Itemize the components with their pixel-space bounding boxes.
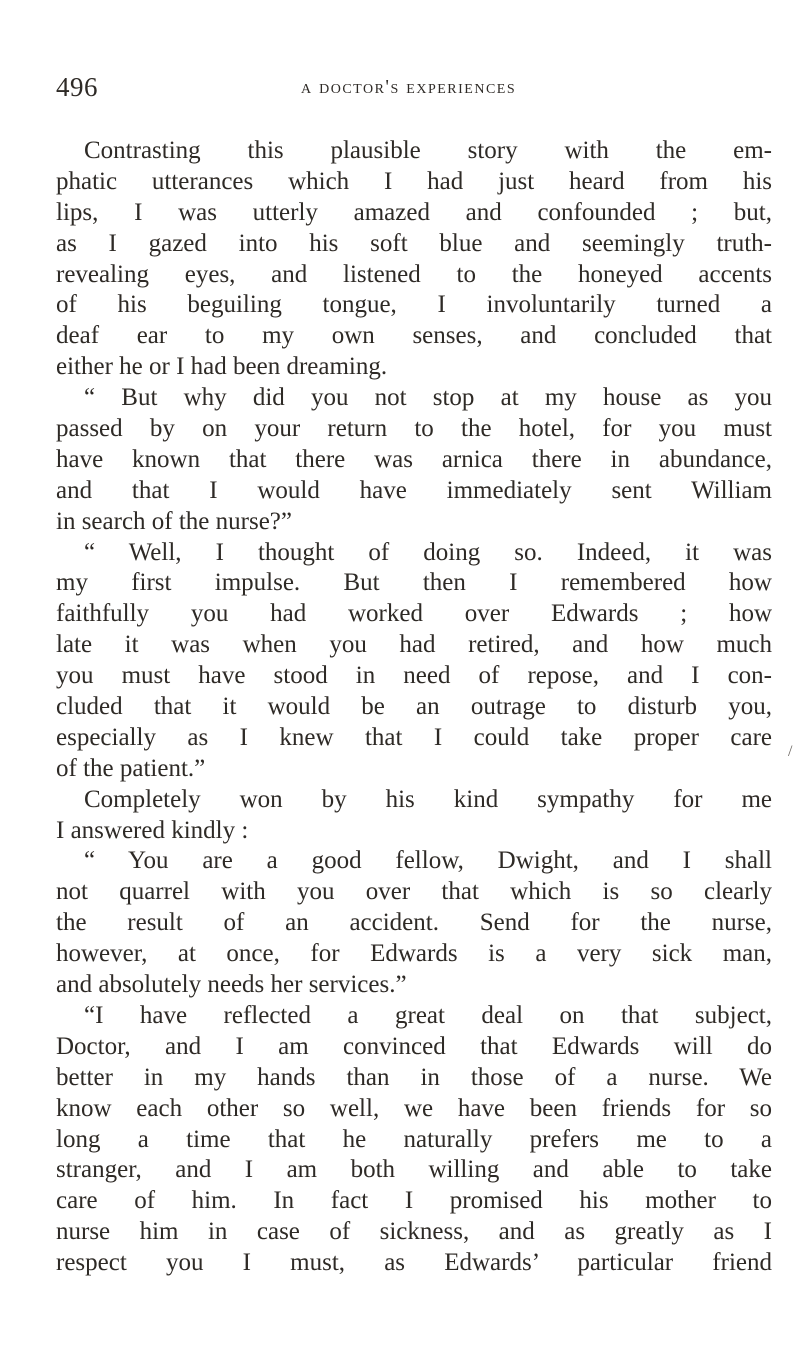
text-line: the result of an accident. Send for the nurse,: [56, 909, 772, 937]
text-line: Doctor, and I am convinced that Edwards will do: [56, 1032, 772, 1060]
text-line: know each other so well, we have been friends for so: [56, 1094, 772, 1122]
text-line: passed by on your return to the hotel, for you must: [56, 415, 772, 443]
text-line: “ Well, I thought of doing so. Indeed, it was: [84, 538, 772, 566]
page-header: [56, 72, 756, 112]
running-head: a doctor's experiences: [301, 76, 517, 98]
text-line: either he or I had been dreaming.: [56, 353, 388, 381]
text-line: of the patient.”: [56, 754, 206, 782]
text-line: Contrasting this plausible story with the em-: [84, 137, 772, 164]
text-line: however, at once, for Edwards is a very sick man,: [56, 940, 772, 968]
page-number: 496: [56, 72, 98, 102]
text-line: respect you I must, as Edwards’ particular friend: [56, 1249, 772, 1277]
text-line: stranger, and I am both willing and able to take: [56, 1156, 772, 1184]
text-line: have known that there was arnica there in abundance,: [56, 445, 772, 473]
text-line: care of him. In fact I promised his mother to: [56, 1187, 772, 1215]
text-line: revealing eyes, and listened to the honeyed accents: [56, 260, 772, 288]
text-line: better in my hands than in those of a nurse. We: [56, 1063, 772, 1091]
text-line: not quarrel with you over that which is so clearly: [56, 878, 772, 906]
text-line: “ But why did you not stop at my house as you: [84, 384, 772, 412]
text-line: phatic utterances which I had just heard from his: [56, 167, 772, 195]
text-line: Completely won by his kind sympathy for me: [84, 785, 772, 813]
margin-mark: /: [788, 743, 793, 760]
text-line: nurse him in case of sickness, and as greatly as I: [56, 1218, 772, 1246]
text-line: I answered kindly :: [56, 816, 249, 844]
text-line: “I have reflected a great deal on that subject,: [84, 1001, 772, 1029]
text-line: faithfully you had worked over Edwards ; how: [56, 600, 772, 628]
text-line: you must have stood in need of repose, and I con-: [56, 662, 772, 690]
text-line: late it was when you had retired, and how much: [56, 631, 772, 659]
text-line: long a time that he naturally prefers me to a: [56, 1125, 772, 1153]
text-line: my first impulse. But then I remembered how: [56, 569, 772, 597]
text-line: deaf ear to my own senses, and concluded that: [56, 322, 772, 350]
text-line: and absolutely needs her services.”: [56, 971, 407, 999]
text-line: in search of the nurse?”: [56, 507, 292, 535]
text-line: and that I would have immediately sent William: [56, 476, 772, 504]
text-line: cluded that it would be an outrage to disturb you,: [56, 693, 772, 721]
text-line: especially as I knew that I could take proper care: [56, 723, 772, 751]
text-line: as I gazed into his soft blue and seemingly truth-: [56, 229, 772, 257]
text-line: of his beguiling tongue, I involuntarily turned a: [56, 291, 772, 319]
text-line: lips, I was utterly amazed and confounded ; but,: [56, 198, 772, 226]
body-text: [56, 136, 772, 1279]
text-line: “ You are a good fellow, Dwight, and I shall: [84, 847, 772, 875]
